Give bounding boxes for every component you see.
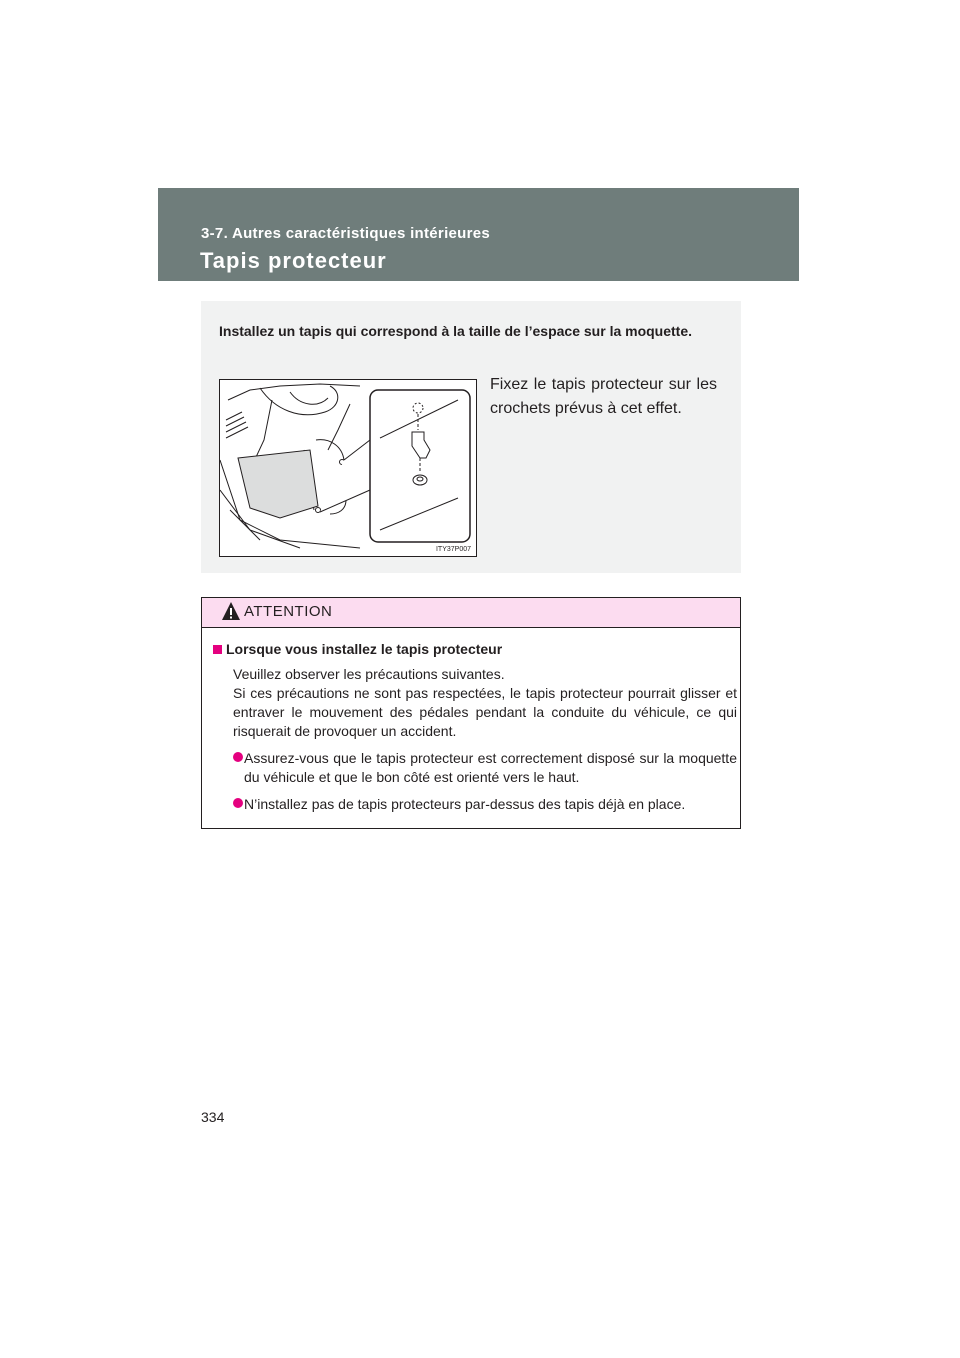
page-number: 334: [201, 1109, 225, 1125]
floor-mat-drawing: [220, 380, 476, 556]
warning-line-1: Veuillez observer les précautions suivantes.: [233, 666, 505, 682]
warning-header: [202, 598, 740, 628]
intro-text: Installez un tapis qui correspond à la taille de l’espace sur la moquette.: [219, 323, 693, 339]
warning-bullet: N’installez pas de tapis protecteurs par-dessus des tapis déjà en place.: [213, 795, 737, 814]
info-box: [201, 301, 741, 573]
figure-description: Fixez le tapis protecteur sur les crochets prévus à cet effet.: [490, 376, 717, 417]
warning-subtitle: Lorsque vous installez le tapis protecteur: [213, 640, 737, 659]
warning-line-2: Si ces précautions ne sont pas respectées, le tapis protecteur pourrait glisser et entraver le mouvement des pédales pendant la conduite du véhicule, ce qui risquerait de provoquer un accident.: [233, 685, 737, 739]
warning-body: [213, 640, 737, 814]
circle-bullet-icon: [233, 798, 243, 808]
section-label: 3-7. Autres caractéristiques intérieures: [201, 225, 491, 242]
warning-label: ATTENTION: [244, 603, 333, 620]
page-title: Tapis protecteur: [200, 248, 387, 273]
warning-box: [201, 597, 741, 829]
warning-bullet: Assurez-vous que le tapis protecteur est correctement disposé sur la moquette du véhicule et que le bon côté est orienté vers le haut.: [213, 749, 737, 787]
chapter-header: [158, 188, 799, 281]
floor-mat-illustration: [219, 379, 477, 557]
circle-bullet-icon: [233, 752, 243, 762]
figure-code: ITY37P007: [435, 546, 471, 553]
square-bullet-icon: [213, 645, 222, 654]
warning-triangle-icon: [221, 601, 241, 621]
